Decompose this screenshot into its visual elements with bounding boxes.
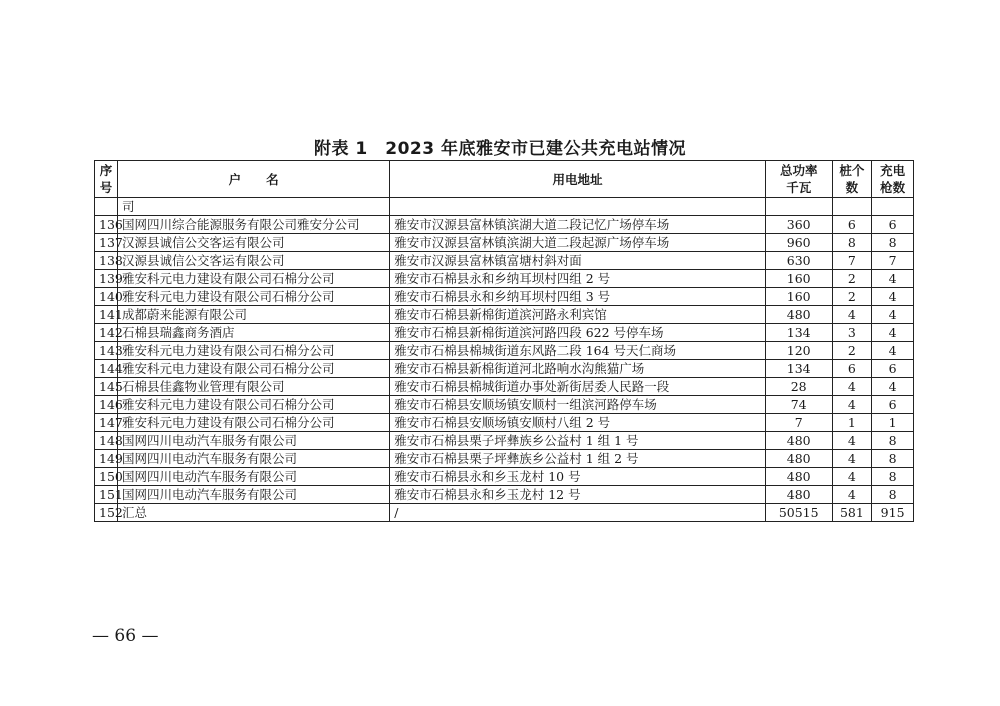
address-cell: 雅安市汉源县富林镇滨湖大道二段起源广场停车场	[390, 234, 766, 252]
table-row	[95, 342, 914, 360]
total-power-cell: 480	[765, 468, 832, 486]
total-power-cell: 50515	[765, 504, 832, 522]
total-power-cell: 480	[765, 306, 832, 324]
address-cell: 雅安市石棉县永和乡玉龙村 10 号	[390, 468, 766, 486]
row-number-cell: 145	[95, 378, 118, 396]
header-piles: 桩个 数	[832, 161, 872, 198]
row-number-cell: 139	[95, 270, 118, 288]
row-number-cell: 146	[95, 396, 118, 414]
account-name-cell: 汇总	[117, 504, 389, 522]
header-no: 序 号	[95, 161, 118, 198]
row-number-cell: 151	[95, 486, 118, 504]
address-cell: 雅安市石棉县永和乡纳耳坝村四组 3 号	[390, 288, 766, 306]
account-name-cell: 汉源县诚信公交客运有限公司	[117, 252, 389, 270]
gun-count-cell: 4	[872, 342, 914, 360]
address-cell: 雅安市汉源县富林镇富塘村斜对面	[390, 252, 766, 270]
address-cell: 雅安市石棉县永和乡纳耳坝村四组 2 号	[390, 270, 766, 288]
table-row	[95, 504, 914, 522]
address-cell: /	[390, 504, 766, 522]
row-number-cell: 137	[95, 234, 118, 252]
pile-count-cell: 6	[832, 216, 872, 234]
pile-count-cell: 6	[832, 360, 872, 378]
address-cell: 雅安市石棉县安顺场镇安顺村八组 2 号	[390, 414, 766, 432]
account-name-cell: 国网四川综合能源服务有限公司雅安分公司	[117, 216, 389, 234]
address-cell: 雅安市石棉县棉城街道东风路二段 164 号天仁商场	[390, 342, 766, 360]
gun-count-cell: 4	[872, 378, 914, 396]
account-name-cell: 雅安科元电力建设有限公司石棉分公司	[117, 288, 389, 306]
account-name-cell: 石棉县佳鑫物业管理有限公司	[117, 378, 389, 396]
table-row	[95, 450, 914, 468]
table-row-continued	[95, 198, 914, 216]
address-cell: 雅安市石棉县安顺场镇安顺村一组滨河路停车场	[390, 396, 766, 414]
table-row	[95, 270, 914, 288]
row-number-cell: 143	[95, 342, 118, 360]
total-power-cell: 120	[765, 342, 832, 360]
pile-count-cell: 4	[832, 468, 872, 486]
table-row	[95, 252, 914, 270]
account-name-cell: 国网四川电动汽车服务有限公司	[117, 450, 389, 468]
account-name-cell: 国网四川电动汽车服务有限公司	[117, 486, 389, 504]
account-name-cell: 国网四川电动汽车服务有限公司	[117, 432, 389, 450]
gun-count-cell: 4	[872, 270, 914, 288]
table-row	[95, 216, 914, 234]
gun-count-cell: 1	[872, 414, 914, 432]
row-number-cell: 138	[95, 252, 118, 270]
total-power-cell: 480	[765, 486, 832, 504]
address-cell: 雅安市石棉县栗子坪彝族乡公益村 1 组 1 号	[390, 432, 766, 450]
pile-count-cell: 2	[832, 270, 872, 288]
table-row	[95, 396, 914, 414]
table-row	[95, 432, 914, 450]
row-number-cell: 136	[95, 216, 118, 234]
account-name-cell: 成都蔚来能源有限公司	[117, 306, 389, 324]
header-guns: 充电 枪数	[872, 161, 914, 198]
table-row	[95, 306, 914, 324]
address-cell: 雅安市石棉县棉城街道办事处新街居委人民路一段	[390, 378, 766, 396]
total-power-cell: 134	[765, 324, 832, 342]
total-power-cell: 480	[765, 432, 832, 450]
table-row	[95, 324, 914, 342]
pile-count-cell: 1	[832, 414, 872, 432]
charging-station-table	[94, 160, 914, 522]
account-name-cell: 国网四川电动汽车服务有限公司	[117, 468, 389, 486]
gun-count-cell: 8	[872, 450, 914, 468]
row-number-cell: 150	[95, 468, 118, 486]
account-name-cell: 雅安科元电力建设有限公司石棉分公司	[117, 414, 389, 432]
pile-count-cell: 4	[832, 396, 872, 414]
table-row	[95, 414, 914, 432]
pile-count-cell: 4	[832, 306, 872, 324]
gun-count-cell: 8	[872, 432, 914, 450]
gun-count-cell: 4	[872, 288, 914, 306]
table-row	[95, 468, 914, 486]
address-cell: 雅安市石棉县栗子坪彝族乡公益村 1 组 2 号	[390, 450, 766, 468]
table-row	[95, 486, 914, 504]
page-title: 附表 1 2023 年底雅安市已建公共充电站情况	[314, 139, 686, 159]
gun-count-cell: 4	[872, 306, 914, 324]
pile-count-cell: 4	[832, 486, 872, 504]
header-name: 户 名	[117, 161, 389, 198]
row-number-cell: 149	[95, 450, 118, 468]
total-power-cell: 28	[765, 378, 832, 396]
pile-count-cell: 3	[832, 324, 872, 342]
gun-count-cell: 8	[872, 234, 914, 252]
pile-count-cell: 4	[832, 450, 872, 468]
address-cell: 雅安市汉源县富林镇滨湖大道二段记忆广场停车场	[390, 216, 766, 234]
address-cell: 雅安市石棉县永和乡玉龙村 12 号	[390, 486, 766, 504]
account-name-cell: 雅安科元电力建设有限公司石棉分公司	[117, 360, 389, 378]
row-number-cell: 147	[95, 414, 118, 432]
gun-count-cell: 7	[872, 252, 914, 270]
account-name-cell: 雅安科元电力建设有限公司石棉分公司	[117, 270, 389, 288]
gun-count-cell: 4	[872, 324, 914, 342]
pile-count-cell: 2	[832, 288, 872, 306]
total-power-cell: 480	[765, 450, 832, 468]
gun-count-cell: 6	[872, 360, 914, 378]
pile-count-cell: 581	[832, 504, 872, 522]
address-cell: 雅安市石棉县新棉街道河北路响水沟熊猫广场	[390, 360, 766, 378]
account-name-cell: 石棉县瑞鑫商务酒店	[117, 324, 389, 342]
row-number-cell: 144	[95, 360, 118, 378]
address-cell: 雅安市石棉县新棉街道滨河路永利宾馆	[390, 306, 766, 324]
total-power-cell: 7	[765, 414, 832, 432]
pile-count-cell: 4	[832, 432, 872, 450]
row-number-cell: 152	[95, 504, 118, 522]
address-cell: 雅安市石棉县新棉街道滨河路四段 622 号停车场	[390, 324, 766, 342]
gun-count-cell: 6	[872, 216, 914, 234]
total-power-cell: 160	[765, 270, 832, 288]
total-power-cell: 134	[765, 360, 832, 378]
row-number-cell: 148	[95, 432, 118, 450]
total-power-cell: 630	[765, 252, 832, 270]
table-row	[95, 360, 914, 378]
row-number-cell: 140	[95, 288, 118, 306]
account-name-cell: 雅安科元电力建设有限公司石棉分公司	[117, 342, 389, 360]
table-row	[95, 234, 914, 252]
total-power-cell: 360	[765, 216, 832, 234]
continued-name-cell: 司	[117, 198, 389, 216]
row-number-cell: 141	[95, 306, 118, 324]
gun-count-cell: 6	[872, 396, 914, 414]
total-power-cell: 960	[765, 234, 832, 252]
table-header-row	[95, 161, 914, 198]
account-name-cell: 汉源县诚信公交客运有限公司	[117, 234, 389, 252]
gun-count-cell: 915	[872, 504, 914, 522]
pile-count-cell: 7	[832, 252, 872, 270]
header-power: 总功率 千瓦	[765, 161, 832, 198]
total-power-cell: 74	[765, 396, 832, 414]
pile-count-cell: 8	[832, 234, 872, 252]
pile-count-cell: 2	[832, 342, 872, 360]
page-number: — 66 —	[92, 626, 159, 646]
pile-count-cell: 4	[832, 378, 872, 396]
gun-count-cell: 8	[872, 486, 914, 504]
gun-count-cell: 8	[872, 468, 914, 486]
header-address: 用电地址	[390, 161, 766, 198]
total-power-cell: 160	[765, 288, 832, 306]
account-name-cell: 雅安科元电力建设有限公司石棉分公司	[117, 396, 389, 414]
table-row	[95, 288, 914, 306]
table-row	[95, 378, 914, 396]
row-number-cell: 142	[95, 324, 118, 342]
